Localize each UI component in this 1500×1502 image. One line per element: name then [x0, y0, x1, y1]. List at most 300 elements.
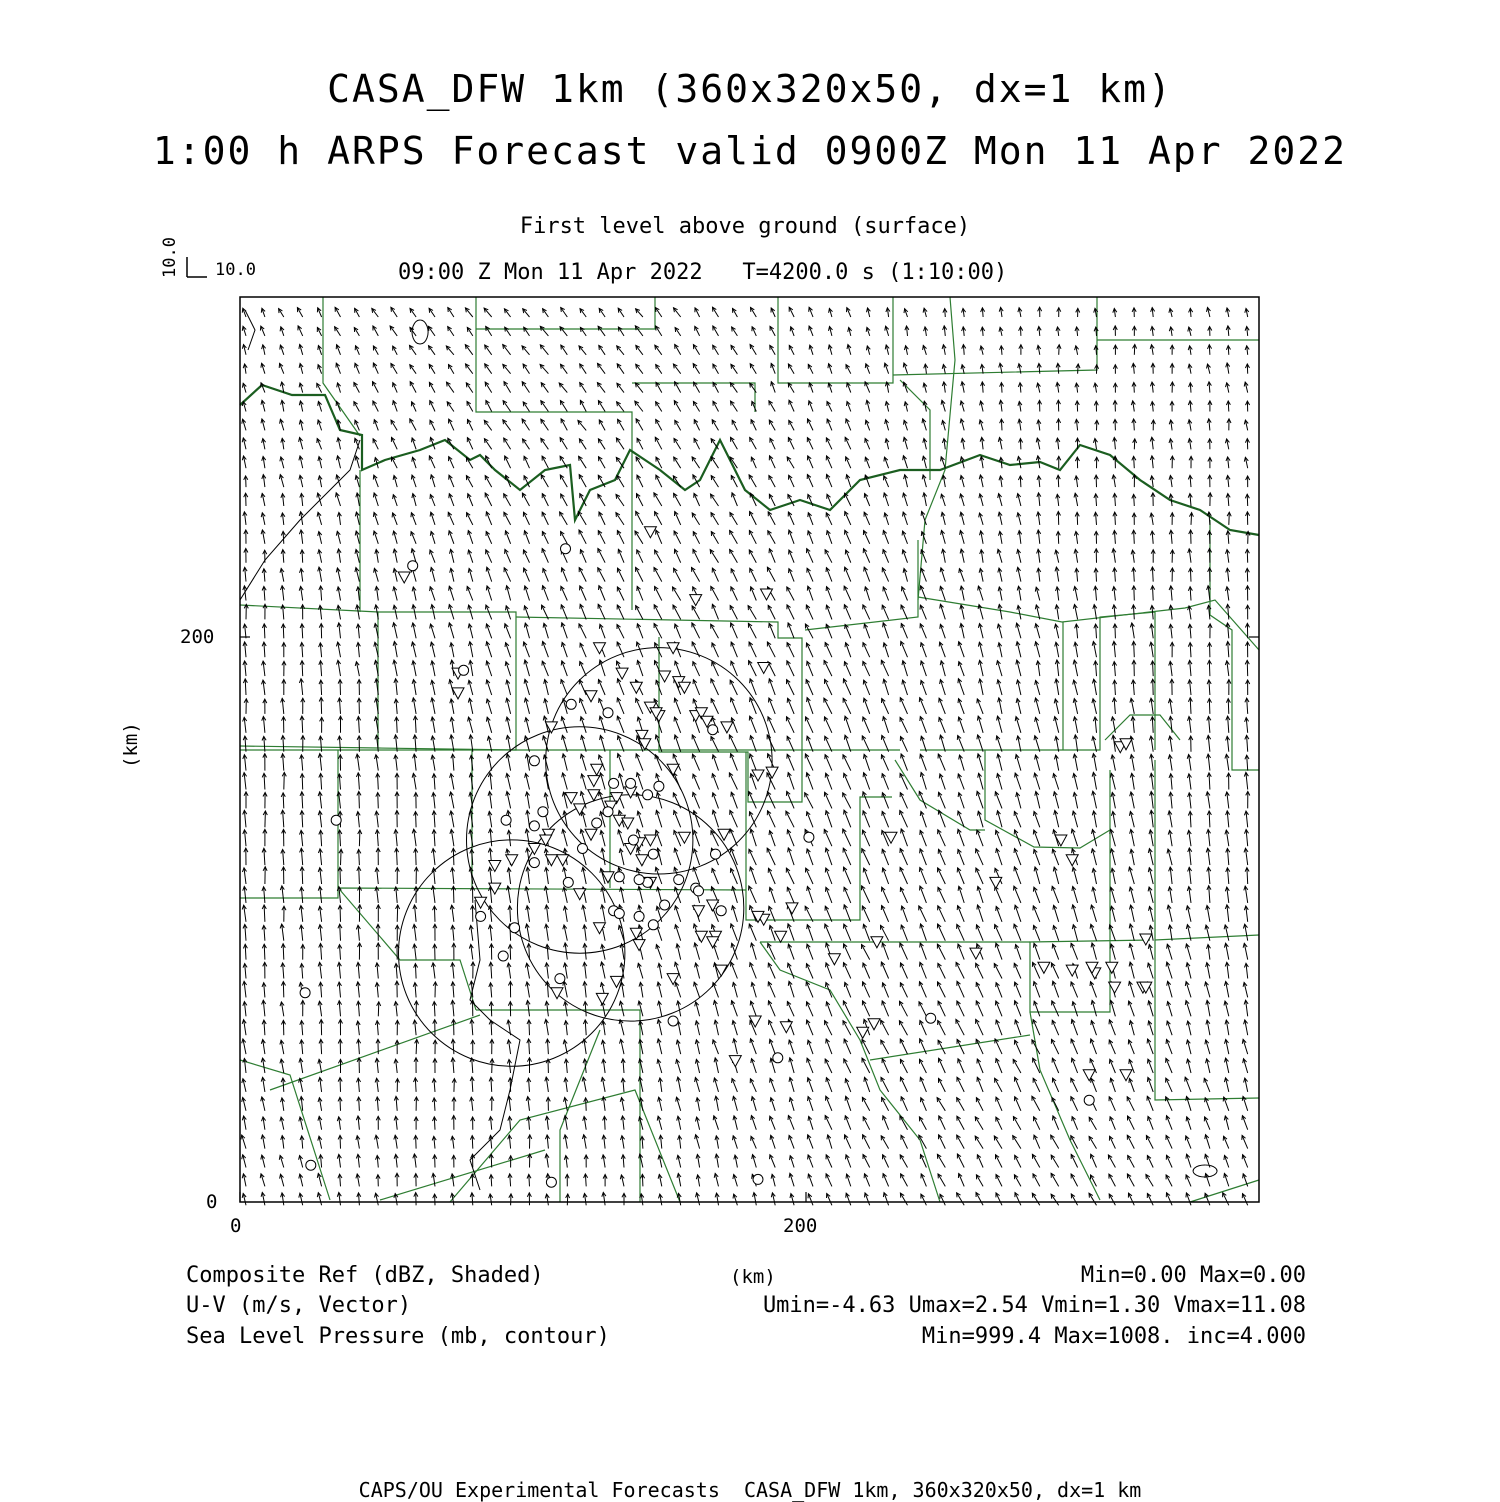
wind-vector	[470, 1077, 474, 1092]
wind-vector	[429, 456, 435, 468]
wind-vector	[881, 906, 888, 922]
wind-vector	[412, 438, 417, 449]
wind-vector	[562, 642, 568, 657]
wind-vector	[1150, 513, 1154, 525]
wind-vector	[656, 382, 662, 392]
wind-vector	[563, 925, 568, 941]
wind-vector	[452, 1079, 456, 1092]
wind-vector	[621, 1059, 625, 1073]
wind-vector	[1187, 774, 1191, 790]
wind-vector	[732, 327, 738, 336]
wind-vector	[336, 363, 341, 374]
wind-vector	[748, 606, 756, 620]
wind-vector	[318, 457, 322, 469]
wind-vector	[1113, 531, 1117, 544]
wind-vector	[1015, 905, 1021, 922]
wind-vector	[657, 982, 662, 997]
wind-vector	[995, 943, 1002, 960]
wind-vector	[1092, 642, 1096, 658]
wind-vector	[636, 567, 643, 581]
triangle-station-marker	[1106, 962, 1118, 973]
wind-vector	[542, 641, 548, 657]
wind-vector	[561, 605, 567, 620]
wind-vector	[1113, 568, 1117, 582]
wind-vector	[961, 438, 965, 449]
wind-vector	[1033, 1174, 1040, 1187]
wind-vector	[452, 943, 456, 959]
wind-vector	[300, 550, 304, 563]
wind-vector	[769, 925, 775, 940]
wind-vector	[1166, 1135, 1172, 1148]
wind-vector	[1092, 868, 1096, 884]
wind-vector	[1071, 982, 1078, 998]
wind-vector	[920, 772, 926, 789]
wind-vector	[900, 773, 908, 789]
wind-vector	[394, 1135, 398, 1148]
wind-vector	[692, 567, 700, 581]
wind-vector	[526, 906, 530, 922]
wind-vector	[579, 439, 586, 450]
wind-vector	[1014, 867, 1021, 884]
wind-vector	[449, 586, 454, 600]
wind-vector	[242, 438, 246, 449]
wind-vector	[281, 698, 285, 714]
triangle-station-marker	[659, 671, 671, 682]
wind-vector	[376, 793, 380, 809]
wind-vector	[1094, 494, 1098, 506]
wind-vector	[470, 1136, 474, 1149]
wind-vector	[865, 420, 869, 430]
wind-vector	[263, 754, 267, 771]
wind-vector	[828, 345, 832, 355]
wind-vector	[1245, 755, 1249, 770]
wind-vector	[619, 1020, 624, 1035]
wind-vector	[1057, 308, 1061, 317]
wind-vector	[900, 811, 908, 828]
wind-vector	[827, 402, 832, 412]
wind-vector	[243, 1002, 247, 1017]
wind-vector	[900, 1155, 907, 1168]
wind-vector	[979, 494, 983, 506]
wind-vector	[732, 1021, 737, 1036]
wind-vector	[1073, 699, 1077, 714]
wind-vector	[1089, 1193, 1097, 1205]
wind-vector	[1132, 456, 1136, 468]
wind-vector	[1170, 456, 1174, 468]
legend-pressure-stats: Min=999.4 Max=1008. inc=4.000	[922, 1326, 1306, 1348]
wind-vector	[527, 1039, 531, 1054]
wind-vector	[788, 364, 794, 374]
wind-vector	[1170, 642, 1174, 657]
wind-vector	[844, 1039, 851, 1054]
wind-vector	[882, 774, 889, 790]
wind-vector	[844, 586, 851, 600]
wind-vector	[262, 905, 266, 922]
wind-vector	[938, 810, 945, 827]
wind-vector	[1223, 1193, 1229, 1206]
wind-vector	[527, 1020, 531, 1035]
wind-vector	[413, 944, 417, 960]
wind-vector	[544, 1019, 548, 1035]
wind-vector	[751, 1136, 757, 1148]
wind-vector	[962, 308, 966, 317]
wind-vector	[393, 531, 398, 544]
wind-vector	[1113, 383, 1117, 392]
wind-vector	[696, 1175, 700, 1187]
wind-vector	[522, 382, 529, 393]
wind-vector	[807, 925, 813, 941]
wind-vector	[673, 587, 681, 601]
wind-vector	[883, 1116, 889, 1130]
wind-vector	[883, 1174, 889, 1187]
wind-vector	[1075, 457, 1079, 468]
wind-vector	[1148, 1021, 1153, 1035]
wind-vector	[337, 1117, 341, 1130]
wind-vector	[1133, 439, 1137, 449]
wind-vector	[711, 624, 719, 638]
triangle-station-marker	[596, 993, 608, 1004]
wind-vector	[900, 963, 907, 979]
wind-vector	[730, 810, 738, 827]
wind-vector	[844, 735, 850, 752]
wind-vector	[451, 1193, 455, 1205]
wind-vector	[919, 868, 926, 885]
wind-vector	[659, 1135, 663, 1148]
wind-vector	[414, 964, 418, 979]
circle-station-marker	[501, 815, 511, 825]
wind-vector	[788, 924, 795, 941]
wind-vector	[373, 382, 379, 393]
wind-vector	[997, 811, 1002, 828]
wind-vector	[338, 1078, 342, 1092]
wind-vector	[355, 549, 359, 562]
wind-vector	[675, 344, 681, 354]
wind-vector	[1189, 568, 1193, 582]
wind-vector	[1056, 532, 1060, 544]
wind-vector	[449, 365, 454, 374]
wind-vector	[338, 755, 342, 771]
triangle-station-marker	[828, 954, 840, 965]
wind-vector	[712, 420, 718, 431]
wind-vector	[1189, 736, 1193, 752]
county-line	[778, 297, 893, 383]
wind-vector	[1244, 1078, 1248, 1092]
wind-vector	[486, 680, 492, 695]
wind-vector	[412, 494, 416, 506]
wind-vector	[1169, 774, 1173, 790]
wind-vector	[1095, 457, 1099, 468]
wind-vector	[882, 793, 889, 809]
wind-vector	[260, 1174, 265, 1187]
wind-vector	[693, 792, 700, 808]
wind-vector	[1072, 867, 1077, 884]
wind-vector	[884, 363, 888, 374]
wind-vector	[449, 419, 454, 430]
wind-vector	[486, 586, 491, 601]
wind-vector	[767, 642, 775, 657]
wind-vector	[376, 848, 380, 865]
wind-vector	[562, 735, 568, 751]
wind-vector	[598, 401, 605, 412]
wind-vector	[1245, 346, 1249, 355]
wind-vector	[489, 1077, 493, 1092]
wind-vector	[580, 698, 587, 714]
wind-vector	[828, 383, 832, 393]
wind-vector	[1013, 1059, 1021, 1073]
wind-vector	[299, 456, 303, 468]
wind-vector	[808, 531, 813, 544]
triangle-station-marker	[633, 940, 645, 951]
wind-vector	[881, 1136, 888, 1149]
wind-vector	[677, 1077, 681, 1092]
wind-vector	[337, 605, 341, 619]
wind-vector	[452, 886, 456, 903]
wind-vector	[524, 586, 529, 601]
wind-vector	[674, 848, 681, 865]
circle-station-marker	[753, 1174, 763, 1184]
wind-vector	[997, 624, 1002, 638]
wind-vector	[1150, 810, 1154, 827]
wind-vector	[1244, 420, 1248, 430]
wind-vector	[1019, 327, 1023, 336]
wind-vector	[844, 1059, 851, 1073]
wind-vector	[921, 736, 927, 752]
wind-vector	[769, 420, 775, 430]
wind-vector	[825, 643, 832, 658]
wind-vector	[923, 438, 927, 449]
county-boundaries	[240, 297, 1259, 1202]
wind-vector	[1167, 1002, 1172, 1017]
wind-vector	[412, 698, 416, 714]
wind-vector	[354, 328, 359, 336]
wind-vector	[1035, 698, 1040, 714]
wind-vector	[1036, 661, 1040, 676]
wind-vector	[431, 698, 435, 714]
wind-vector	[768, 717, 775, 733]
wind-vector	[733, 1039, 738, 1054]
circle-station-marker	[1084, 1095, 1094, 1105]
wind-vector	[564, 1116, 568, 1130]
wind-vector	[995, 1039, 1002, 1054]
wind-vector	[769, 623, 776, 638]
wind-vector	[959, 755, 965, 771]
wind-vector	[508, 982, 512, 998]
wind-vector	[962, 327, 966, 336]
wind-vector	[883, 530, 889, 543]
wind-vector	[395, 1079, 399, 1092]
triangle-station-marker	[1140, 934, 1152, 945]
wind-vector	[506, 586, 511, 601]
wind-vector	[900, 1193, 907, 1205]
wind-vector	[1205, 925, 1210, 941]
wind-vector	[430, 401, 435, 412]
wind-vector	[411, 402, 416, 412]
wind-vector	[564, 1002, 568, 1017]
wind-vector	[995, 925, 1003, 941]
wind-vector	[1208, 475, 1212, 487]
wind-vector	[1111, 812, 1115, 828]
wind-vector	[282, 829, 286, 846]
wind-vector	[1072, 886, 1078, 903]
wind-vector	[731, 962, 738, 978]
wind-vector	[263, 829, 267, 846]
wind-vector	[412, 457, 416, 468]
wind-vector	[749, 475, 756, 487]
wind-vector	[996, 1155, 1003, 1168]
wind-vector	[355, 512, 359, 525]
wind-vector	[943, 309, 947, 317]
wind-vector	[789, 1078, 794, 1092]
wind-vector	[1052, 849, 1059, 865]
wind-vector	[807, 849, 814, 865]
wind-vector	[395, 848, 399, 865]
wind-vector	[1132, 494, 1136, 506]
wind-vector	[1071, 1154, 1077, 1167]
wind-vector	[395, 811, 399, 828]
wind-vector	[1034, 1001, 1040, 1016]
wind-vector	[339, 716, 343, 733]
wind-vector	[786, 717, 794, 733]
wind-vector	[336, 345, 340, 355]
wind-vector	[545, 944, 549, 959]
wind-vector	[1073, 793, 1078, 809]
wind-vector	[864, 754, 870, 770]
wind-vector	[1130, 905, 1135, 922]
wind-vector	[281, 1020, 285, 1035]
wind-vector	[543, 623, 548, 638]
wind-vector	[998, 604, 1002, 619]
wind-vector	[695, 1002, 700, 1016]
wind-vector	[299, 1117, 303, 1130]
wind-vector	[1170, 550, 1174, 563]
wind-vector	[320, 717, 324, 732]
wind-vector	[712, 604, 719, 619]
wind-vector	[960, 549, 964, 563]
wind-vector	[693, 364, 699, 374]
wind-vector	[809, 307, 813, 317]
wind-vector	[937, 924, 945, 941]
wind-vector	[598, 604, 605, 619]
wind-vector	[960, 419, 964, 431]
wind-vector	[994, 1136, 1002, 1149]
wind-vector	[862, 945, 870, 960]
wind-vector	[1017, 586, 1021, 600]
wind-vector	[1018, 383, 1022, 393]
wind-vector	[261, 1058, 265, 1073]
wind-vector	[657, 1059, 662, 1073]
wind-vector	[864, 494, 869, 507]
wind-vector	[749, 530, 756, 543]
wind-vector	[715, 1136, 719, 1149]
wind-vector	[543, 568, 549, 581]
wind-vector	[1089, 1117, 1096, 1130]
wind-vector	[1037, 345, 1041, 354]
wind-vector	[1148, 963, 1154, 979]
wind-vector	[694, 943, 700, 960]
wind-vector	[432, 1002, 436, 1017]
wind-vector	[981, 382, 985, 393]
wind-vector	[977, 735, 983, 752]
wind-vector	[920, 1077, 926, 1092]
wind-vector	[392, 457, 398, 468]
triangle-station-marker	[489, 861, 501, 872]
wind-vector	[1226, 716, 1230, 733]
wind-vector	[318, 868, 322, 884]
wind-vector	[301, 698, 305, 714]
wind-vector	[318, 887, 322, 903]
wind-vector	[355, 531, 359, 544]
wind-vector	[373, 493, 378, 506]
wind-vector	[618, 830, 624, 846]
wind-vector	[1188, 793, 1192, 809]
wind-vector	[603, 1116, 607, 1129]
wind-vector	[280, 1117, 284, 1130]
wind-vector	[1034, 811, 1040, 827]
wind-vector	[1130, 773, 1134, 789]
wind-vector	[1113, 401, 1117, 412]
wind-vector	[790, 1194, 794, 1206]
wind-vector	[1227, 773, 1231, 789]
wind-vector	[636, 511, 643, 525]
wind-vector	[1113, 345, 1117, 355]
wind-vector	[413, 754, 417, 771]
wind-vector	[807, 1078, 813, 1092]
wind-vector	[1110, 1078, 1115, 1092]
wind-vector	[489, 1117, 493, 1130]
wind-vector	[692, 623, 700, 638]
wind-vector	[771, 363, 775, 373]
wind-vector	[976, 849, 984, 865]
wind-vector	[542, 512, 548, 525]
wind-vector	[695, 1059, 699, 1073]
wind-vector	[940, 568, 945, 582]
wind-vector	[1113, 438, 1117, 450]
wind-vector	[375, 1135, 379, 1148]
wind-vector	[561, 568, 567, 582]
wind-vector	[731, 437, 738, 449]
wind-vector	[885, 326, 889, 336]
wind-vector	[882, 849, 889, 865]
wind-vector	[711, 679, 719, 695]
wind-vector	[243, 810, 247, 827]
wind-vector	[1052, 1078, 1058, 1092]
wind-vector	[770, 1078, 776, 1092]
wind-vector	[357, 1193, 361, 1205]
wind-vector	[846, 1193, 851, 1205]
x-tick-200: 200	[783, 1217, 817, 1236]
wind-vector	[806, 773, 813, 790]
wind-vector	[864, 1174, 870, 1187]
wind-vector	[734, 1155, 738, 1167]
wind-vector	[995, 1078, 1002, 1092]
wind-vector	[1169, 420, 1173, 430]
wind-vector	[374, 420, 379, 431]
wind-vector	[1189, 530, 1193, 544]
wind-vector	[1054, 755, 1058, 771]
wind-vector	[692, 457, 700, 468]
wind-vector	[847, 308, 851, 317]
wind-vector	[242, 1039, 246, 1054]
wind-vector	[1033, 982, 1040, 998]
circle-station-marker	[773, 1053, 783, 1063]
wind-vector	[750, 1039, 756, 1054]
wind-vector	[243, 773, 247, 790]
wind-vector	[395, 717, 399, 733]
wind-vector	[318, 925, 322, 941]
wind-vector	[468, 531, 473, 544]
wind-vector	[620, 1175, 624, 1187]
wind-vector	[410, 345, 417, 354]
